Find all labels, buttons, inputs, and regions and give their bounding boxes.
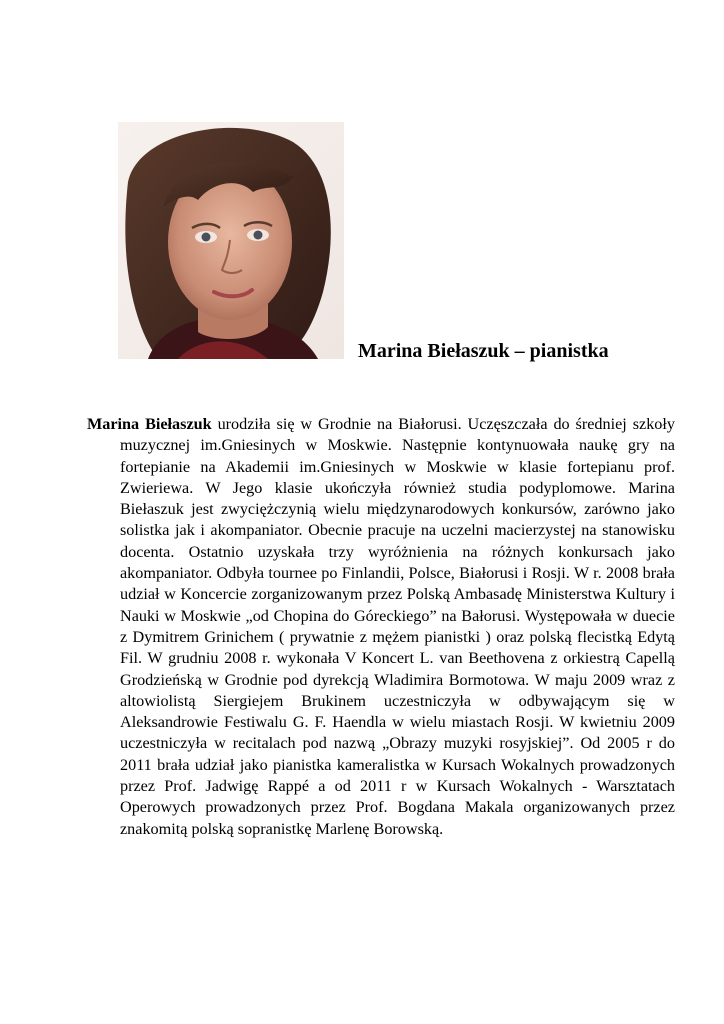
bio-text: urodziła się w Grodnie na Białorusi. Uczęszczała do średniej szkoły muzycznej im.Gniesinych w Moskwie. Następnie kontynuowała naukę gry na fortepianie na Akademii im.Gniesinych w Moskwie w klasie fortepianu prof. Zwieriewa. W Jego klasie ukończyła również studia podyplomowe. Marina Biełaszuk jest zwyciężczynią wielu międzynarodowych konkursów, zarówno jako solistka jak i akompaniator. Obecnie pracuje na uczelni macierzystej na stanowisku docenta. Ostatnio uzyskała trzy wyróżnienia na różnych konkursach jako akompaniator. Odbyła tournee po Finlandii, Polsce, Białorusi i Rosji. W r. 2008 brała udział w Koncercie zorganizowanym przez Polską Ambasadę Ministerstwa Kultury i Nauki w Moskwie „od Chopina do Góreckiego” na Bałorusi. Występowała w duecie z Dymitrem Grinichem ( prywatnie z mężem pianistki ) oraz polską flecistką Edytą Fil. W grudniu 2008 r. wykonała V Koncert L. van Beethovena z orkiestrą Capellą Grodzieńską w Grodnie pod dyrekcją Wladimira Bormotowa. W maju 2009 wraz z altowiolistą Siergiejem Brukinem uczestniczyła w odbywającym się w Aleksandrowie Festiwalu G. F. Haendla w wielu miastach Rosji. W kwietniu 2009 uczestniczyła w recitalach pod nazwą „Obrazy muzyki rosyjskiej”. Od 2005 r do 2011 brała udział jako pianistka kameralistka w Kursach Wokalnych prowadzonych przez Prof. Jadwigę Rappé a od 2011 r w Kursach Wokalnych - Warsztatach Operowych prowadzonych przez Prof. Bogdana Makala organizowanych przez znakomitą polską sopranistkę Marlenę Borowską. — [120, 415, 675, 838]
biography-paragraph — [87, 414, 675, 840]
portrait-image — [118, 122, 344, 359]
bio-name: Marina Biełaszuk — [87, 415, 212, 433]
page-title: Marina Biełaszuk – pianistka — [358, 340, 609, 362]
portrait-photo — [118, 122, 344, 359]
